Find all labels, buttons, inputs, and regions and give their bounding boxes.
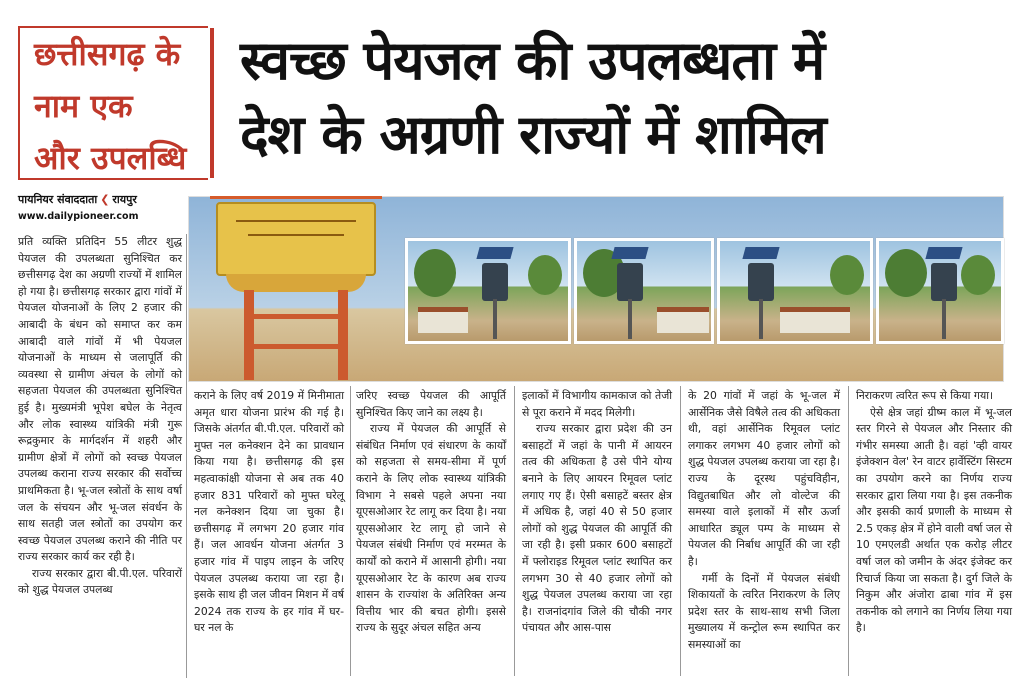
tree <box>528 255 562 295</box>
intro-column <box>18 234 182 599</box>
headline-line: देश के अग्रणी राज्यों में शामिल <box>240 103 826 166</box>
column-rule <box>514 386 515 676</box>
byline-arrow-icon: ❮ <box>100 193 110 206</box>
solar-pump-photo <box>405 238 571 344</box>
article-column <box>522 388 672 637</box>
paragraph: कराने के लिए वर्ष 2019 में मिनीमाता अमृत धारा योजना प्रारंभ की गई है। जिसके अंतर्गत बी.पी.एल. परिवारों को मुफ्त नल कनेक्शन देने का प्रावधान किया गया है। छत्तीसगढ़ की इस महत्वाकांक्षी योजना से अब तक 40 हजार 831 परिवारों को मुफ्त घरेलू नल कनेक्शन दिया जा चुका है। छत्तीसगढ़ में लगभग 20 हजार गांव हैं। जल आवर्धन योजना अंतर्गत 3 हजार गांव में पाइप लाइन के जरिए पेयजल उपलब्ध कराया जा रहा है। इसके साथ ही जल जीवन मिशन में वर्ष 2024 तक राज्य के हर गांव में घर-घर नल के <box>194 389 344 635</box>
kicker-box <box>18 26 208 180</box>
tank-sign <box>248 234 344 240</box>
article-column <box>688 388 840 654</box>
solar-panel <box>476 247 513 259</box>
pole <box>759 299 763 339</box>
kicker-line: नाम एक <box>34 87 133 125</box>
tree <box>414 249 456 297</box>
paragraph: राज्य सरकार द्वारा बी.पी.एल. परिवारों को शुद्ध पेयजल उपलब्ध <box>18 566 182 597</box>
column-rule <box>350 386 351 676</box>
paragraph: राज्य में पेयजल की आपूर्ति से संबंधित निर्माण एवं संधारण के कार्यों को सहजता से समय-सीमा में पूर्ण कराने के लिए लोक स्वास्थ्य यांत्रिकी विभाग ने सबसे पहले अपना नया यूएसओआर रेट लागू कर दिया है। नया यूएसओआर रेट लागू हो जाने से पेयजल संबंधी निर्माण एवं मरम्मत के कार्यों को कराने में आसानी होगी। नया यूएसओआर रेट के कारण अब राज्य शासन के राज्यांश के अतिरिक्त अन्य वित्तीय भार की बचत होगी। इससे राज्य के सुदूर अंचल सहित अन्य <box>356 422 506 635</box>
tank-leg <box>338 290 348 380</box>
tank <box>931 263 957 301</box>
byline-author: पायनियर संवाददाता <box>18 193 98 206</box>
kicker-divider <box>210 28 214 178</box>
solar-pump-photo <box>717 238 873 344</box>
article-column <box>194 388 344 637</box>
house <box>780 307 850 333</box>
water-tank-photo <box>196 194 396 384</box>
tank-leg <box>244 290 254 380</box>
kicker-line: और उपलब्धि <box>34 139 187 177</box>
house <box>657 307 709 333</box>
byline <box>18 192 137 207</box>
pole <box>942 299 946 339</box>
headline <box>240 24 1010 172</box>
tank-sign <box>236 220 356 226</box>
pole <box>493 299 497 339</box>
house <box>418 307 468 333</box>
solar-panel <box>611 247 648 259</box>
tank <box>482 263 508 301</box>
solar-panel <box>742 247 779 259</box>
tank-brace <box>246 344 346 349</box>
paragraph: के 20 गांवों में जहां के भू-जल में आर्सेनिक जैसे विषैले तत्व की अधिकता थी, वहां आर्सेनिक रिमूवल प्लांट लगाकर लगभग 40 हजार लोगों को शुद्ध पेयजल उपलब्ध कराया जा रहा है। राज्य के दूरस्थ पहुंचविहीन, विद्युतबाधित और लो वोल्टेज की समस्या वाले इलाकों में सौर ऊर्जा आधारित ड्यूल पम्प के माध्यम से पेयजल की निर्बाध आपूर्ति की जा रही है। <box>688 389 840 568</box>
site-url: www.dailypioneer.com <box>18 211 139 222</box>
tank <box>617 263 643 301</box>
paragraph: इलाकों में विभागीय कामकाज को तेजी से पूरा कराने में मदद मिलेगी। <box>522 389 672 419</box>
paragraph: राज्य सरकार द्वारा प्रदेश की उन बसाहटों में जहां के पानी में आयरन तत्व की अधिकता है उसे पीने योग्य बनाने के लिए आयरन रिमूवल प्लांट लगाए गए हैं। ऐसी बसाहटें बस्तर क्षेत्र में अधिक है, जहां 40 से 50 हजार लोगों को शुद्ध पेयजल की आपूर्ति की जा रही है। इसी प्रकार 600 बसाहटों में फ्लोराइड रिमूवल प्लांट स्थापित कर लगभग 30 से 40 हजार लोगों को शुद्ध पेयजल उपलब्ध कराया जा रहा है। राजनांदगांव जिले की चौकी नगर पंचायत और आस-पास <box>522 422 672 635</box>
paragraph: गर्मी के दिनों में पेयजल संबंधी शिकायतों के त्वरित निराकरण के लिए प्रदेश स्तर के साथ-साथ सभी जिला मुख्यालय में कन्ट्रोल रूम स्थापित कर समस्याओं का <box>688 571 840 651</box>
solar-pump-photo <box>876 238 1004 344</box>
article-column <box>856 388 1012 637</box>
kicker-line: छत्तीसगढ़ के <box>34 35 181 73</box>
byline-place: रायपुर <box>112 193 137 206</box>
headline-line: स्वच्छ पेयजल की उपलब्धता में <box>240 29 825 92</box>
tank-brace <box>246 314 346 319</box>
tank <box>748 263 774 301</box>
column-rule <box>186 234 187 678</box>
solar-pump-photo <box>574 238 714 344</box>
solar-panel <box>925 247 962 259</box>
column-rule <box>848 386 849 676</box>
paragraph: निराकरण त्वरित रूप से किया गया। <box>856 389 994 402</box>
article-column <box>356 388 506 637</box>
column-rule <box>680 386 681 676</box>
tree <box>961 255 995 295</box>
tree <box>885 249 927 297</box>
pole <box>628 299 632 339</box>
paragraph: जरिए स्वच्छ पेयजल की आपूर्ति सुनिश्चित किए जाने का लक्ष्य है। <box>356 389 506 419</box>
paragraph: ऐसे क्षेत्र जहां ग्रीष्म काल में भू-जल स्तर गिरने से पेयजल और निस्तार की गंभीर समस्या आती है। वहां 'व्ही वायर इंजेक्शन वेल' रेन वाटर हार्वेस्टिंग सिस्टम का उपयोग करने का निर्णय राज्य सरकार द्वारा लिया गया है। इस तकनीक और इसकी कार्य प्रणाली के माध्यम से 2.5 एकड़ क्षेत्र में होने वाली वर्षा जल से 10 एमएलडी अर्थात एक करोड़ लीटर वर्षा जल को जमीन के अंदर इंजेक्ट कर रिचार्ज किया जा सकता है। दुर्ग जिले के निकुम और अंजोरा ढाबा गांव में इस तकनीक को लगाने का निर्णय लिया गया है। <box>856 405 1012 635</box>
tree <box>830 255 864 295</box>
paragraph: प्रति व्यक्ति प्रतिदिन 55 लीटर शुद्ध पेयजल की उपलब्धता सुनिश्चित कर छत्तीसगढ़ देश का अग्रणी राज्यों में शामिल हो गया है। छत्तीसगढ़ सरकार द्वारा गांवों में पेयजल योजनाओं के लिए 2 हजार की आबादी के बंधन को समाप्त कर कम आबादी वाले गांवों में भी पेयजल योजनाओं के माध्यम से जलापूर्ति की व्यवस्था से ग्रामीण अंचल के लोगों को सहजता पेयजल की उपलब्धता सुनिश्चित हुई है। मुख्यमंत्री भूपेश बघेल के नेतृत्व और लोक स्वास्थ्य यांत्रिकी मंत्री गुरू रूद्रकुमार के मार्गदर्शन में शहरी और ग्रामीण क्षेत्रों में लोगों को स्वच्छ पेयजल उपलब्ध कराना राज्य सरकार की सर्वोच्च प्राथमिकता है। भू-जल स्त्रोतों के साथ वर्षा जल के संचयन और भू-जल संवर्धन के साथ सतही जल स्त्रोतों का उपयोग कर स्वच्छ पेयजल उपलब्ध कराने की नीति पर राज्य सरकार कार्य कर रही है। <box>18 235 182 564</box>
